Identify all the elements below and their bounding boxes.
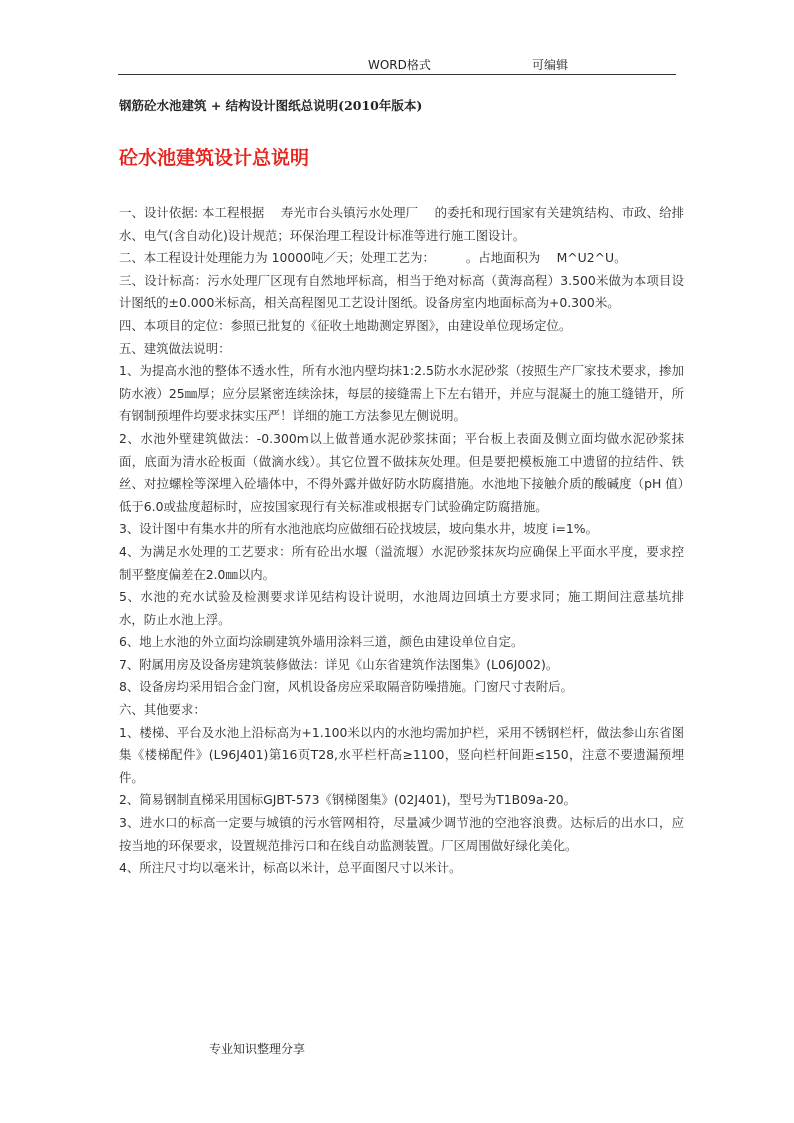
paragraph: 4、为满足水处理的工艺要求：所有砼出水堰（溢流堰）水泥砂浆抹灰均应确保上平面水平度，要求控制平整度偏差在2.0㎜以内。 xyxy=(119,543,684,582)
paragraph: 8、设备房均采用铝合金门窗，风机设备房应采取隔音防噪措施。门窗尺寸表附后。 xyxy=(119,679,573,695)
paragraph: 1、楼梯、平台及水池上沿标高为+1.100米以内的水池均需加护栏，采用不锈钢栏杆，做法参山东省图集《楼梯配件》(L96J401)第16页T28,水平栏杆高≥1100，竖向栏杆间距≤150，注意不要遗漏预埋件。 xyxy=(119,724,684,785)
header-editable-label: 可编辑 xyxy=(532,58,569,72)
section-heading: 六、其他要求： xyxy=(119,702,206,718)
paragraph: 1、为提高水池的整体不透水性，所有水池内壁均抹1:2.5防水水泥砂浆（按照生产厂家技术要求，掺加防水液）25㎜厚；应分层紧密连续涂抹，每层的接缝需上下左右错开，并应与混凝土的施工缝错开，所有钢制预埋件均要求抹实压严！详细的施工方法参见左侧说明。 xyxy=(119,363,684,424)
page-footer: 专业知识整理分享 xyxy=(209,1042,306,1056)
paragraph: 一、设计依据: 本工程根据 寿光市台头镇污水处理厂 的委托和现行国家有关建筑结构、市政、给排水、电气(含自动化)设计规范；环保治理工程设计标准等进行施工图设计。 xyxy=(119,205,684,243)
paragraph: 2、简易钢制直梯采用国标GJBT-573《钢梯图集》(02J401)，型号为T1B09a-20。 xyxy=(119,792,577,808)
paragraph: 3、设计图中有集水井的所有水池池底均应做细石砼找坡层，坡向集水井，坡度 i=1%。 xyxy=(119,521,598,537)
document-body xyxy=(119,202,684,880)
header-format-label: WORD格式 xyxy=(368,58,431,72)
paragraph: 3、进水口的标高一定要与城镇的污水管网相符，尽量减少调节池的空池容浪费。达标后的出水口，应按当地的环保要求，设置规范排污口和在线自动监测装置。厂区周围做好绿化美化。 xyxy=(119,815,684,853)
paragraph: 6、地上水池的外立面均涂刷建筑外墙用涂料三道，颜色由建设单位自定。 xyxy=(119,634,524,650)
paragraph: 2、水池外壁建筑做法：-0.300m以上做普通水泥砂浆抹面；平台板上表面及侧立面均做水泥砂浆抹面，底面为清水砼板面（做滴水线）。其它位置不做抹灰处理。但是要把模板施工中遗留的拉结件、铁丝、对拉螺栓等深埋入砼墙体中，不得外露并做好防水防腐措施。水池地下接触介质的酸碱度（pH 值）低于6.0或盐度超标时，应按国家现行有关标准或根据专门试验确定防腐措施。 xyxy=(119,430,684,514)
document-title: 砼水池建筑设计总说明 xyxy=(119,147,310,169)
section-heading: 五、建筑做法说明： xyxy=(119,340,231,356)
paragraph: 7、附属用房及设备房建筑装修做法：详见《山东省建筑作法图集》(L06J002)。 xyxy=(119,656,559,672)
paragraph: 二、本工程设计处理能力为 10000吨／天；处理工艺为： 。占地面积为 M^U2^U。 xyxy=(119,250,627,266)
paragraph: 四、本项目的定位：参照已批复的《征收土地勘测定界图》，由建设单位现场定位。 xyxy=(119,317,572,333)
paragraph: 三、设计标高：污水处理厂区现有自然地坪标高，相当于绝对标高（黄海高程）3.500米做为本项目设计图纸的±0.000米标高，相关高程图见工艺设计图纸。设备房室内地面标高为+0.300米。 xyxy=(119,272,684,311)
paragraph: 4、所注尺寸均以毫米计，标高以米计，总平面图尺寸以米计。 xyxy=(119,860,462,876)
document-subtitle: 钢筋砼水池建筑 + 结构设计图纸总说明(2010年版本) xyxy=(119,98,423,113)
page-header xyxy=(118,58,676,75)
paragraph: 5、水池的充水试验及检测要求详见结构设计说明，水池周边回填土方要求同；施工期间注意基坑排水，防止水池上浮。 xyxy=(119,589,684,627)
